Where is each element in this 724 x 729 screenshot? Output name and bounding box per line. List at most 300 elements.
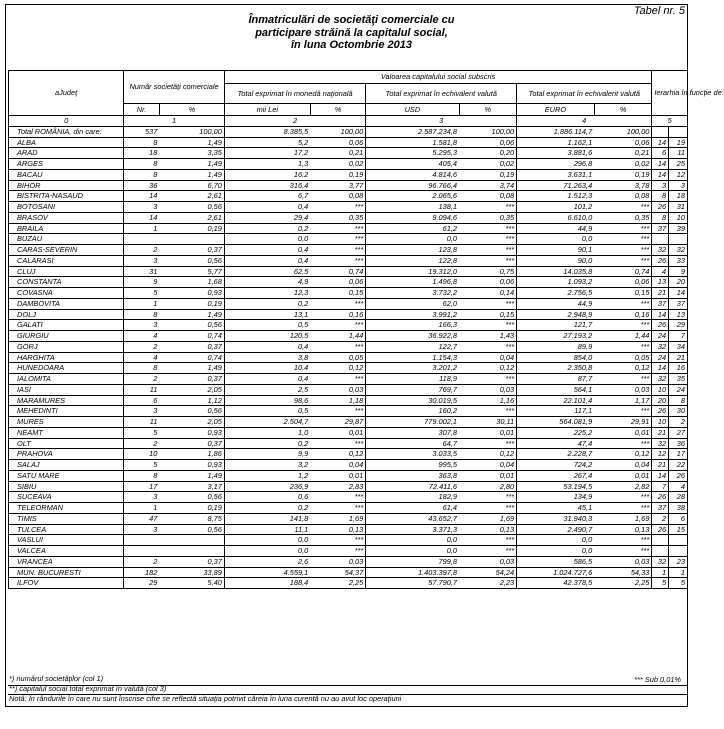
cell: 0,37 — [159, 556, 224, 567]
cell: 0,02 — [459, 159, 517, 170]
cell: 1,44 — [310, 331, 366, 342]
title-line: în luna Octombrie 2013 — [290, 39, 413, 51]
table-row — [9, 524, 688, 535]
cell: 0,0 — [517, 546, 595, 557]
cell: 0,0 — [517, 535, 595, 546]
cell: 36 — [124, 180, 160, 191]
cell: 0,21 — [310, 148, 366, 159]
cell: 2,05 — [159, 417, 224, 428]
cell: 14 — [652, 169, 669, 180]
cell: 0,5 — [224, 320, 310, 331]
cell: 26 — [652, 255, 669, 266]
cell: 296,8 — [517, 159, 595, 170]
cell: 188,4 — [224, 578, 310, 589]
cell: *** — [594, 245, 652, 256]
cell: 0,04 — [459, 352, 517, 363]
county-name: BACAU — [9, 169, 124, 180]
county-name: SIBIU — [9, 481, 124, 492]
table-row — [9, 234, 688, 245]
cell: 0,37 — [159, 341, 224, 352]
cell: 62,5 — [224, 266, 310, 277]
cell: 3 — [669, 180, 688, 191]
cell: 6,7 — [224, 191, 310, 202]
cell: 26 — [652, 492, 669, 503]
county-name: BIHOR — [9, 180, 124, 191]
cell — [652, 234, 669, 245]
cell: 0,01 — [594, 427, 652, 438]
county-name: CLUJ — [9, 266, 124, 277]
cell: 12 — [669, 169, 688, 180]
cell: 122,8 — [366, 255, 459, 266]
cell: 3,8 — [224, 352, 310, 363]
cell: 0,56 — [159, 320, 224, 331]
cell: *** — [594, 374, 652, 385]
cell — [159, 535, 224, 546]
county-name: PRAHOVA — [9, 449, 124, 460]
cell: 32 — [652, 556, 669, 567]
cell: 4 — [652, 266, 669, 277]
cell: 5,2 — [224, 137, 310, 148]
cell: 0,2 — [224, 438, 310, 449]
cell: 14 — [669, 288, 688, 299]
table-row — [9, 384, 688, 395]
cell: 995,5 — [366, 460, 459, 471]
cell: 35 — [669, 374, 688, 385]
cell: *** — [459, 492, 517, 503]
sub-note: *** Sub 0,01% — [634, 675, 681, 684]
cell: 1 — [669, 567, 688, 578]
cell: *** — [594, 546, 652, 557]
header-euro-group: Total exprimat în echivalent valută — [517, 84, 652, 104]
cell: 3.881,6 — [517, 148, 595, 159]
cell: 564.081,9 — [517, 417, 595, 428]
cell: 2 — [652, 513, 669, 524]
cell: 53.194,5 — [517, 481, 595, 492]
cell: 3.201,2 — [366, 363, 459, 374]
cell: 0,13 — [594, 524, 652, 535]
cell: 2.065,6 — [366, 191, 459, 202]
table-row — [9, 341, 688, 352]
cell: 2.587.234,8 — [366, 126, 459, 137]
cell: *** — [594, 320, 652, 331]
cell: 0,37 — [159, 245, 224, 256]
cell: *** — [594, 255, 652, 266]
header-pct: % — [594, 104, 652, 116]
cell: 45,1 — [517, 503, 595, 514]
cell: 27 — [669, 427, 688, 438]
cell: 3.732,2 — [366, 288, 459, 299]
cell: *** — [310, 234, 366, 245]
cell: 36 — [669, 438, 688, 449]
cell: 1,49 — [159, 137, 224, 148]
cell: 26 — [652, 202, 669, 213]
cell: 1,43 — [459, 331, 517, 342]
cell: 1.512,3 — [517, 191, 595, 202]
cell: 1,69 — [594, 513, 652, 524]
table-row — [9, 427, 688, 438]
cell: 8 — [124, 159, 160, 170]
cell: 42.378,5 — [517, 578, 595, 589]
cell: 2.490,7 — [517, 524, 595, 535]
cell: 8 — [124, 309, 160, 320]
cell: 1,16 — [459, 395, 517, 406]
cell: 13,1 — [224, 309, 310, 320]
cell: 166,3 — [366, 320, 459, 331]
cell: 2,82 — [594, 481, 652, 492]
cell: 0,01 — [459, 427, 517, 438]
cell: *** — [459, 406, 517, 417]
cell: 90,1 — [517, 245, 595, 256]
cell: 14.035,8 — [517, 266, 595, 277]
footnotes — [9, 674, 401, 704]
cell: 0,4 — [224, 255, 310, 266]
cell: 118,9 — [366, 374, 459, 385]
cell: 0,12 — [310, 363, 366, 374]
cell: 15 — [669, 524, 688, 535]
cell: 2.350,8 — [517, 363, 595, 374]
county-name: SATU MARE — [9, 470, 124, 481]
cell: 1,49 — [159, 169, 224, 180]
cell: 3 — [124, 492, 160, 503]
cell: 0,4 — [224, 202, 310, 213]
county-name: BRAILA — [9, 223, 124, 234]
table-row — [9, 309, 688, 320]
cell: 1,69 — [310, 513, 366, 524]
cell: 0,03 — [594, 556, 652, 567]
county-name: NEAMT — [9, 427, 124, 438]
cell: 29,91 — [594, 417, 652, 428]
cell: 2,25 — [594, 578, 652, 589]
cell: 44,9 — [517, 223, 595, 234]
cell: 14 — [652, 159, 669, 170]
cell: 0,21 — [594, 148, 652, 159]
table-row — [9, 363, 688, 374]
table-row — [9, 417, 688, 428]
cell: 1,18 — [310, 395, 366, 406]
cell: 10 — [669, 212, 688, 223]
table-row — [9, 449, 688, 460]
cell: 100,00 — [594, 126, 652, 137]
cell: 10,4 — [224, 363, 310, 374]
table-row — [9, 298, 688, 309]
cell: *** — [310, 255, 366, 266]
cell: 21 — [652, 427, 669, 438]
cell: 0,06 — [459, 277, 517, 288]
cell — [124, 234, 160, 245]
county-name: ARGES — [9, 159, 124, 170]
cell: 0,0 — [224, 535, 310, 546]
cell: 1 — [124, 503, 160, 514]
cell: 11 — [124, 417, 160, 428]
cell: 90,0 — [517, 255, 595, 266]
county-name: COVASNA — [9, 288, 124, 299]
county-name: MUN. BUCURESTI — [9, 567, 124, 578]
cell: 12,3 — [224, 288, 310, 299]
cell — [124, 535, 160, 546]
cell: 0,06 — [459, 137, 517, 148]
county-name: SALAJ — [9, 460, 124, 471]
table-row — [9, 191, 688, 202]
cell: 0,12 — [459, 363, 517, 374]
cell: 24 — [669, 384, 688, 395]
cell: 0,6 — [224, 492, 310, 503]
cell: 10 — [652, 384, 669, 395]
county-name: DAMBOVITA — [9, 298, 124, 309]
header-usd: USD — [366, 104, 459, 116]
header-numar: Număr societăţi comerciale — [124, 71, 225, 104]
cell: 22 — [669, 460, 688, 471]
county-name: DOLJ — [9, 309, 124, 320]
cell: 11 — [124, 384, 160, 395]
cell: *** — [310, 438, 366, 449]
cell: 33,89 — [159, 567, 224, 578]
cell: 1,49 — [159, 309, 224, 320]
page-title — [0, 14, 703, 52]
cell — [669, 535, 688, 546]
cell: *** — [459, 245, 517, 256]
cell: 3 — [124, 406, 160, 417]
cell: 2,05 — [159, 384, 224, 395]
cell: 2,5 — [224, 384, 310, 395]
county-name: VRANCEA — [9, 556, 124, 567]
cell: 31 — [669, 202, 688, 213]
cell: 96.766,4 — [366, 180, 459, 191]
cell: 8 — [669, 395, 688, 406]
cell: 316,4 — [224, 180, 310, 191]
cell: 0,19 — [459, 169, 517, 180]
cell: 32 — [669, 245, 688, 256]
cell: 22.101,4 — [517, 395, 595, 406]
cell: 0,13 — [459, 524, 517, 535]
cell — [159, 234, 224, 245]
table-row — [9, 578, 688, 589]
header-moneda: Total exprimat în monedă naţională — [224, 84, 365, 104]
table-row — [9, 266, 688, 277]
county-name: ILFOV — [9, 578, 124, 589]
cell: 0,0 — [517, 234, 595, 245]
cell: 1,86 — [159, 449, 224, 460]
county-name: BISTRITA-NASAUD — [9, 191, 124, 202]
cell: 54,24 — [459, 567, 517, 578]
cell: 120,5 — [224, 331, 310, 342]
cell: 37 — [669, 298, 688, 309]
table-row — [9, 202, 688, 213]
cell: 0,12 — [594, 363, 652, 374]
col-index: 3 — [366, 116, 517, 127]
cell: 26 — [652, 524, 669, 535]
cell: 7 — [669, 331, 688, 342]
cell: 14 — [652, 470, 669, 481]
cell: 8 — [652, 191, 669, 202]
cell: 14 — [652, 363, 669, 374]
cell: *** — [459, 374, 517, 385]
cell: 0,19 — [310, 169, 366, 180]
cell: 16 — [669, 363, 688, 374]
cell: 2,61 — [159, 191, 224, 202]
cell: 43.652,7 — [366, 513, 459, 524]
cell: 72.411,6 — [366, 481, 459, 492]
cell: 3.371,3 — [366, 524, 459, 535]
cell: 3,78 — [594, 180, 652, 191]
data-table — [8, 70, 724, 589]
cell: 32 — [652, 438, 669, 449]
cell: 0,12 — [310, 449, 366, 460]
cell: *** — [310, 298, 366, 309]
cell: 3,77 — [310, 180, 366, 191]
cell: 37 — [652, 223, 669, 234]
cell: 1,49 — [159, 363, 224, 374]
table-row — [9, 255, 688, 266]
cell: 0,35 — [459, 212, 517, 223]
cell: *** — [310, 341, 366, 352]
cell: 6 — [652, 148, 669, 159]
cell: 0,19 — [159, 298, 224, 309]
cell: 0,16 — [310, 309, 366, 320]
cell: 6 — [124, 395, 160, 406]
cell: 2 — [669, 417, 688, 428]
cell: 182,9 — [366, 492, 459, 503]
cell: 36.922,8 — [366, 331, 459, 342]
cell: 47 — [124, 513, 160, 524]
cell: 26 — [669, 470, 688, 481]
table-row — [9, 245, 688, 256]
col-index: 0 — [9, 116, 124, 127]
county-name: IASI — [9, 384, 124, 395]
title-line: participare străină la capitalul social, — [255, 26, 448, 39]
footnote: **) capitalul social total exprimat în valută (col 3) — [9, 684, 167, 693]
cell: 8 — [124, 470, 160, 481]
cell: 7 — [652, 481, 669, 492]
county-name: GIURGIU — [9, 331, 124, 342]
cell: 5 — [669, 578, 688, 589]
cell: *** — [310, 546, 366, 557]
cell: 2,23 — [459, 578, 517, 589]
cell: 2.228,7 — [517, 449, 595, 460]
cell: 0,56 — [159, 255, 224, 266]
cell: 44,9 — [517, 298, 595, 309]
cell: 2,6 — [224, 556, 310, 567]
cell: 5 — [652, 578, 669, 589]
cell: 26 — [652, 406, 669, 417]
cell: 0,74 — [159, 352, 224, 363]
cell: 1,68 — [159, 277, 224, 288]
cell: 2,25 — [310, 578, 366, 589]
cell — [652, 126, 669, 137]
divider — [8, 694, 688, 695]
cell — [669, 546, 688, 557]
table-row — [9, 406, 688, 417]
cell: 123,8 — [366, 245, 459, 256]
table-row — [9, 159, 688, 170]
table-row — [9, 352, 688, 363]
cell: 0,15 — [594, 288, 652, 299]
cell: 21 — [652, 460, 669, 471]
cell: *** — [594, 406, 652, 417]
table-row — [9, 148, 688, 159]
cell: *** — [310, 374, 366, 385]
cell: 98,6 — [224, 395, 310, 406]
cell: *** — [459, 535, 517, 546]
cell: 3,2 — [224, 460, 310, 471]
cell: 61,4 — [366, 503, 459, 514]
cell: 0,74 — [594, 266, 652, 277]
cell: *** — [310, 202, 366, 213]
cell: 267,4 — [517, 470, 595, 481]
cell: 1,12 — [159, 395, 224, 406]
divider — [8, 685, 688, 686]
cell: 61,2 — [366, 223, 459, 234]
cell: 2 — [124, 374, 160, 385]
cell: 2,80 — [459, 481, 517, 492]
county-name: ARAD — [9, 148, 124, 159]
cell: 0,05 — [594, 352, 652, 363]
table-row — [9, 223, 688, 234]
cell: 0,03 — [459, 556, 517, 567]
cell: 0,2 — [224, 503, 310, 514]
cell: 779.002,1 — [366, 417, 459, 428]
cell: *** — [459, 298, 517, 309]
cell: 6.610,0 — [517, 212, 595, 223]
cell: 307,8 — [366, 427, 459, 438]
cell: 117,1 — [517, 406, 595, 417]
cell: 30 — [669, 406, 688, 417]
cell: 769,7 — [366, 384, 459, 395]
header-nr: Nr. — [124, 104, 160, 116]
cell: 0,56 — [159, 524, 224, 535]
cell: 8 — [652, 212, 669, 223]
cell: *** — [459, 255, 517, 266]
cell: 101,2 — [517, 202, 595, 213]
cell — [669, 126, 688, 137]
cell: *** — [459, 223, 517, 234]
county-name: TULCEA — [9, 524, 124, 535]
cell: 0,15 — [310, 288, 366, 299]
cell: 0,93 — [159, 288, 224, 299]
header-mii-lei: mii Lei — [224, 104, 310, 116]
cell: *** — [459, 438, 517, 449]
cell: 11,1 — [224, 524, 310, 535]
cell: *** — [310, 535, 366, 546]
cell: 141,8 — [224, 513, 310, 524]
cell: 8.385,5 — [224, 126, 310, 137]
cell: 39 — [669, 223, 688, 234]
cell: 10 — [652, 417, 669, 428]
table-row — [9, 492, 688, 503]
cell: 11 — [669, 148, 688, 159]
cell: 2 — [124, 341, 160, 352]
col-index: 4 — [517, 116, 652, 127]
cell: *** — [594, 492, 652, 503]
cell: 0,04 — [594, 460, 652, 471]
cell: 0,01 — [310, 470, 366, 481]
cell: 1 — [652, 567, 669, 578]
cell: 3.631,1 — [517, 169, 595, 180]
cell: 160,2 — [366, 406, 459, 417]
cell: 0,0 — [366, 535, 459, 546]
cell: 0,74 — [159, 331, 224, 342]
county-name: MEHEDINTI — [9, 406, 124, 417]
cell: 21 — [669, 352, 688, 363]
cell: 3.991,2 — [366, 309, 459, 320]
cell: 0,4 — [224, 341, 310, 352]
cell: 122,7 — [366, 341, 459, 352]
cell: 0,13 — [310, 524, 366, 535]
cell: 1,3 — [224, 159, 310, 170]
cell: 537 — [124, 126, 160, 137]
cell: 54,33 — [594, 567, 652, 578]
cell: 0,0 — [224, 546, 310, 557]
cell: 32 — [652, 341, 669, 352]
